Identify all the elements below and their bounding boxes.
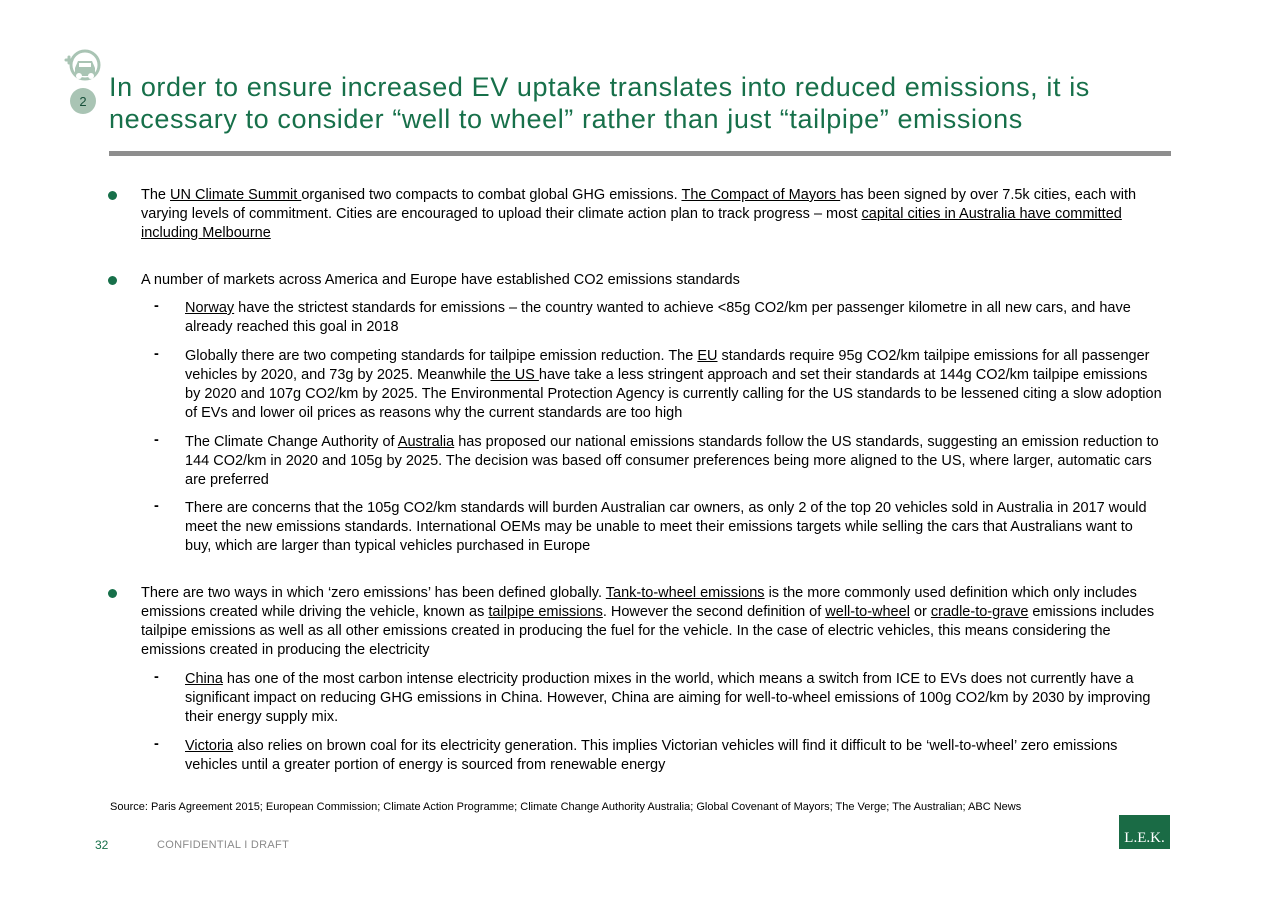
section-number-badge: 2	[70, 88, 96, 114]
bullet-emissions-standards	[141, 271, 1163, 290]
text: also relies on brown coal for its electricity generation. This implies Victorian vehicles will find it difficult to be ‘well-to-wheel’ zero emissions vehicles until a greater portion of energy is sourced from renewable energy	[185, 738, 1118, 773]
link-compact-of-mayors[interactable]: The Compact of Mayors	[681, 187, 841, 203]
sub-bullet-dash: -	[154, 736, 159, 752]
sub-bullet-global-standards	[154, 346, 1163, 423]
text: The Climate Change Authority of	[185, 434, 398, 450]
link-well-to-wheel[interactable]: well-to-wheel	[825, 604, 910, 620]
sub-bullet-victoria	[154, 736, 1163, 775]
bullet-dot	[108, 589, 117, 598]
page-number: 32	[95, 838, 109, 852]
text: standards require 95g CO2/km tailpipe emissions for all passenger vehicles by 2020, and 73g by 2025. Meanwhile	[185, 348, 1150, 383]
link-cradle-to-grave[interactable]: cradle-to-grave	[930, 604, 1029, 620]
bullet-dot	[108, 276, 117, 285]
source-note: Source: Paris Agreement 2015; European Commission; Climate Action Programme; Climate Change Authority Australia; Global Covenant of Mayors; The Verge; The Australian; ABC News	[110, 801, 1022, 813]
title-divider	[109, 151, 1171, 156]
link-victoria[interactable]: Victoria	[185, 738, 234, 754]
link-eu[interactable]: EU	[697, 348, 718, 364]
lek-logo: L.E.K.	[1119, 815, 1170, 849]
sub-bullet-dash: -	[154, 298, 159, 314]
link-un-climate-summit[interactable]: UN Climate Summit	[170, 187, 302, 203]
bullet-un-climate-summit	[141, 186, 1163, 243]
link-china[interactable]: China	[185, 671, 223, 687]
link-the-us[interactable]: the US	[490, 367, 539, 383]
text: . However the second definition of	[602, 604, 826, 620]
sub-bullet-china	[154, 669, 1163, 727]
text: There are two ways in which ‘zero emissions’ has been defined globally.	[141, 585, 606, 601]
text: has been signed by over 7.5k cities, each with varying levels of commitment. Cities are encouraged to upload their climate action plan to track progress – most	[141, 187, 1137, 222]
text: A number of markets across America and Europe have established CO2 emissions standards	[141, 272, 740, 288]
sub-bullet-norway	[154, 298, 1163, 337]
page-title: In order to ensure increased EV uptake translates into reduced emissions, it is necessary to consider “well to wheel” rather than just “tailpipe” emissions	[109, 72, 1090, 134]
confidential-label: CONFIDENTIAL I DRAFT	[157, 839, 290, 851]
electric-car-icon	[62, 48, 104, 84]
text: There are concerns that the 105g CO2/km standards will burden Australian car owners, as only 2 of the top 20 vehicles sold in Australia in 2017 would meet the new emissions standards. International OEMs may be unable to meet their emissions targets while selling the cars that Australians want to buy, which are larger than typical vehicles purchased in Europe	[185, 500, 1147, 554]
text: has proposed our national emissions standards follow the US standards, suggesting an emission reduction to 144 CO2/km in 2020 and 105g by 2025. The decision was based off consumer preferences being more aligned to the US, where larger, automatic cars are preferred	[185, 434, 1159, 488]
sub-bullet-dash: -	[154, 346, 159, 362]
link-capital-cities[interactable]: capital cities in Australia have committed including Melbourne	[141, 206, 1122, 241]
text: organised two compacts to combat global GHG emissions.	[301, 187, 682, 203]
link-norway[interactable]: Norway	[185, 300, 235, 316]
sub-bullet-dash: -	[154, 498, 159, 514]
sub-bullet-concerns	[154, 498, 1163, 556]
link-tank-to-wheel[interactable]: Tank-to-wheel emissions	[605, 585, 765, 601]
text: have the strictest standards for emissions – the country wanted to achieve <85g CO2/km per passenger kilometre in all new cars, and have already reached this goal in 2018	[185, 300, 1131, 335]
bullet-dot	[108, 191, 117, 200]
sub-bullet-dash: -	[154, 669, 159, 685]
link-tailpipe-emissions[interactable]: tailpipe emissions	[488, 604, 603, 620]
text: is the more commonly used definition which only includes emissions created while driving the vehicle, known as	[141, 585, 1137, 620]
text: Globally there are two competing standards for tailpipe emission reduction. The	[185, 348, 698, 364]
text: have take a less stringent approach and set their standards at 144g CO2/km tailpipe emissions by 2020 and 107g CO2/km by 2025. The Environmental Protection Agency is currently calling for the US standards to be lessened citing a slow adoption of EVs and lower oil prices as reasons why the current standards are too high	[185, 367, 1162, 421]
bullet-zero-emissions	[141, 584, 1163, 660]
text: The	[141, 187, 171, 203]
sub-bullet-dash: -	[154, 432, 159, 448]
text: emissions includes tailpipe emissions as well as all other emissions created in producing the fuel for the vehicle. In the case of electric vehicles, this means considering the emissions created in producing the electricity	[141, 604, 1155, 658]
text: or	[909, 604, 931, 620]
sub-bullet-australia	[154, 432, 1163, 490]
text: has one of the most carbon intense electricity production mixes in the world, which means a switch from ICE to EVs does not currently have a significant impact on reducing GHG emissions in China. However, China are aiming for well-to-wheel emissions of 100g CO2/km by 2030 by improving their energy supply mix.	[185, 671, 1151, 725]
link-australia[interactable]: Australia	[397, 434, 455, 450]
